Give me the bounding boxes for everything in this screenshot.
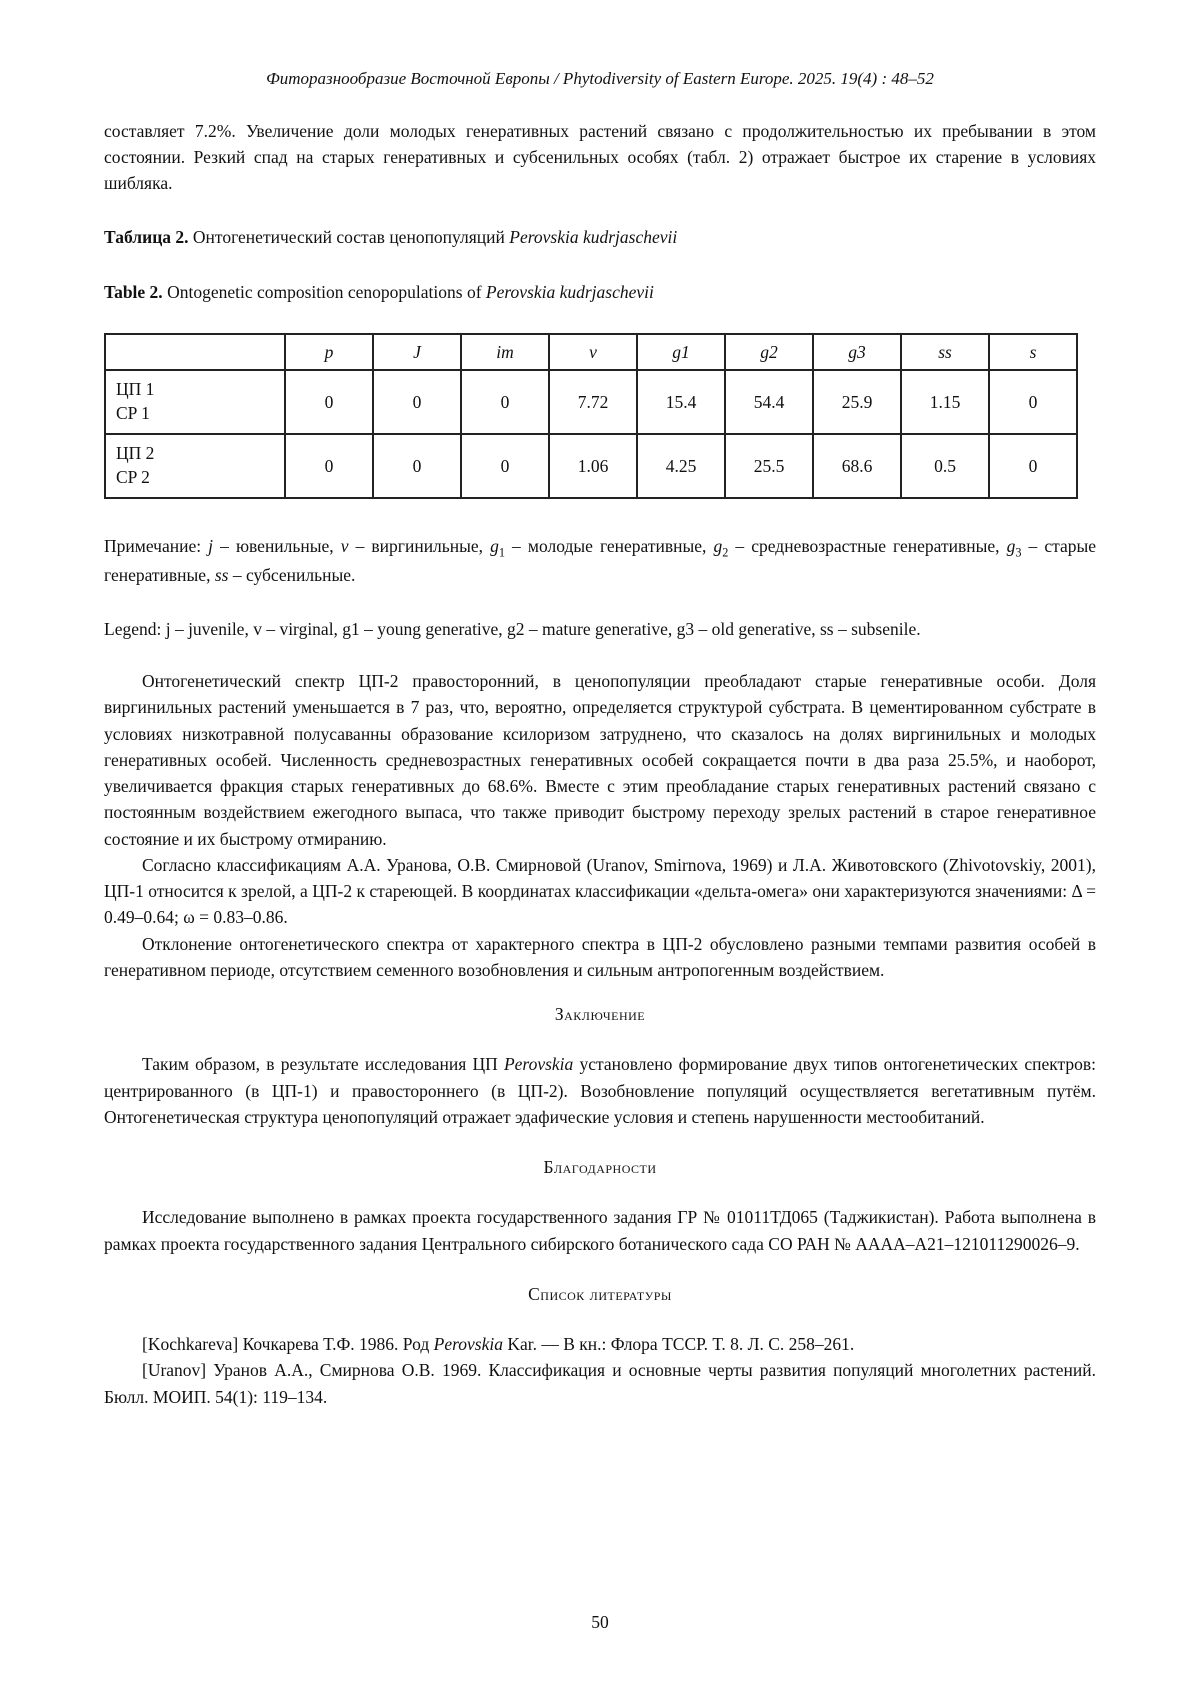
table-header-g3: g3 [813, 334, 901, 370]
row-label-cp1-ru: ЦП 1 [116, 379, 155, 400]
journal-header: Фиторазнообразие Восточной Европы / Phytodiversity of Eastern Europe. 2025. 19(4) : 48–52 [266, 69, 934, 88]
section-heading-acknowledgements: Благодарности [543, 1157, 657, 1178]
table-header-j: J [373, 334, 461, 370]
table-cell: 4.25 [637, 434, 725, 498]
reference-item-kochkareva: [Kochkareva] Кочкарева Т.Ф. 1986. Род Perovskia Kar. — В кн.: Флора ТССР. Т. 8. Л. С. 258–261. [142, 1334, 855, 1355]
table-header-v: v [549, 334, 637, 370]
table-header-im: im [461, 334, 549, 370]
table-header-g2: g2 [725, 334, 813, 370]
table-row-cp2 [105, 434, 1077, 498]
table-note-ru: Примечание: j – ювенильные, v – виргинильные, $g_1$ – молодые генеративные, $g_2$ – средневозрастные генеративные, $g_3$ – старые генеративные, ss – субсенильные. [104, 535, 1097, 585]
table-header-g1: g1 [637, 334, 725, 370]
section-heading-references: Список литературы [528, 1283, 672, 1304]
table-legend-en: Legend: j – juvenile, v – virginal, g1 – young generative, g2 – mature generative, g3 – old generative, ss – subsenile. [104, 618, 921, 639]
page-number: 50 [591, 1611, 609, 1632]
row-label-cp2 [105, 434, 285, 498]
table-cell: 15.4 [637, 370, 725, 434]
row-label-cp1 [105, 370, 285, 434]
ontogenetic-composition-table [104, 333, 1078, 499]
table-header-ss: ss [901, 334, 989, 370]
table-cell: 0 [285, 370, 373, 434]
table-header-p: p [285, 334, 373, 370]
table-row-cp1 [105, 370, 1077, 434]
table-cell: 1.06 [549, 434, 637, 498]
row-label-cp2-en: CP 2 [116, 466, 150, 487]
table-cell: 54.4 [725, 370, 813, 434]
body-paragraph-deviation: Отклонение онтогенетического спектра от характерного спектра в ЦП-2 обусловлено разными темпами развития особей в генеративном периоде, отсутствием семенного возобновления и сильным антропогенным воздействием. [104, 933, 1096, 980]
table-caption-ru: Таблица 2. Онтогенетический состав ценопопуляций Perovskia kudrjaschevii [104, 227, 678, 248]
section-heading-conclusion: Заключение [554, 1004, 646, 1025]
table-cell: 25.5 [725, 434, 813, 498]
table-cell: 0 [989, 434, 1077, 498]
table-cell: 0 [461, 370, 549, 434]
table-header-empty [105, 334, 285, 370]
table-cell: 0.5 [901, 434, 989, 498]
acknowledgements-paragraph: Исследование выполнено в рамках проекта государственного задания ГР № 01011ТД065 (Таджикистан). Работа выполнена в рамках проекта государственного задания Центрального сибирского ботанического сада СО РАН № АААА–А21–121011290026–9. [104, 1207, 1096, 1254]
table-cell: 0 [461, 434, 549, 498]
row-label-cp2-ru: ЦП 2 [116, 443, 155, 464]
table-cell: 25.9 [813, 370, 901, 434]
table-header-s: s [989, 334, 1077, 370]
table-cell: 68.6 [813, 434, 901, 498]
table-caption-en: Table 2. Ontogenetic composition cenopopulations of Perovskia kudrjaschevii [104, 281, 654, 302]
body-paragraph-ontogenetic-spectrum: Онтогенетический спектр ЦП-2 правосторонний, в ценопопуляции преобладают старые генеративные особи. Доля виргинильных растений уменьшается в 7 раз, что, вероятно, определяется структурой субстрата. В цементированном субстрате в условиях низкотравной полусаванны образование ксилоризом затруднено, что сказалось на долях виргинильных и молодых генеративных особей. Численность средневозрастных генеративных особей сокращается почти в два раза 25.5%, и наоборот, увеличивается фракция старых генеративных до 68.6%. Вместе с этим преобладание старых генеративных растений связано с постоянным воздействием ежегодного выпаса, что также приводит быстрому переходу зрелых растений в старое генеративное состояние и их быстрому отмиранию. [104, 671, 1096, 849]
row-label-cp1-en: CP 1 [116, 402, 150, 423]
table-cell: 0 [373, 434, 461, 498]
table-cell: 0 [989, 370, 1077, 434]
reference-item-uranov: [Uranov] Уранов А.А., Смирнова О.В. 1969. Классификация и основные черты развития популяций многолетних растений. Бюлл. МОИП. 54(1): 119–134. [104, 1360, 1096, 1407]
body-paragraph-classifications: Согласно классификациям А.А. Уранова, О.В. Смирновой (Uranov, Smirnova, 1969) и Л.А. Животовского (Zhivotovskiy, 2001), ЦП-1 относится к зрелой, а ЦП-2 к стареющей. В координатах классификации «дельта-омега» они характеризуются значениями: Δ = 0.49–0.64; ω = 0.83–0.86. [104, 854, 1096, 928]
table-cell: 0 [373, 370, 461, 434]
table-cell: 1.15 [901, 370, 989, 434]
table-cell: 0 [285, 434, 373, 498]
conclusion-paragraph: Таким образом, в результате исследования ЦП Perovskia установлено формирование двух типов онтогенетических спектров: центрированного (в ЦП-1) и правостороннего (в ЦП-2). Возобновление популяций осуществляется вегетативным путём. Онтогенетическая структура ценопопуляций отражает эдафические условия и степень нарушенности местообитаний. [104, 1054, 1096, 1127]
intro-paragraph: составляет 7.2%. Увеличение доли молодых генеративных растений связано с продолжительностью их пребывании в этом состоянии. Резкий спад на старых генеративных и субсенильных особях (табл. 2) отражает быстрое их старение в условиях шибляка. [104, 120, 1096, 193]
table-header-row [105, 334, 1077, 370]
table-cell: 7.72 [549, 370, 637, 434]
